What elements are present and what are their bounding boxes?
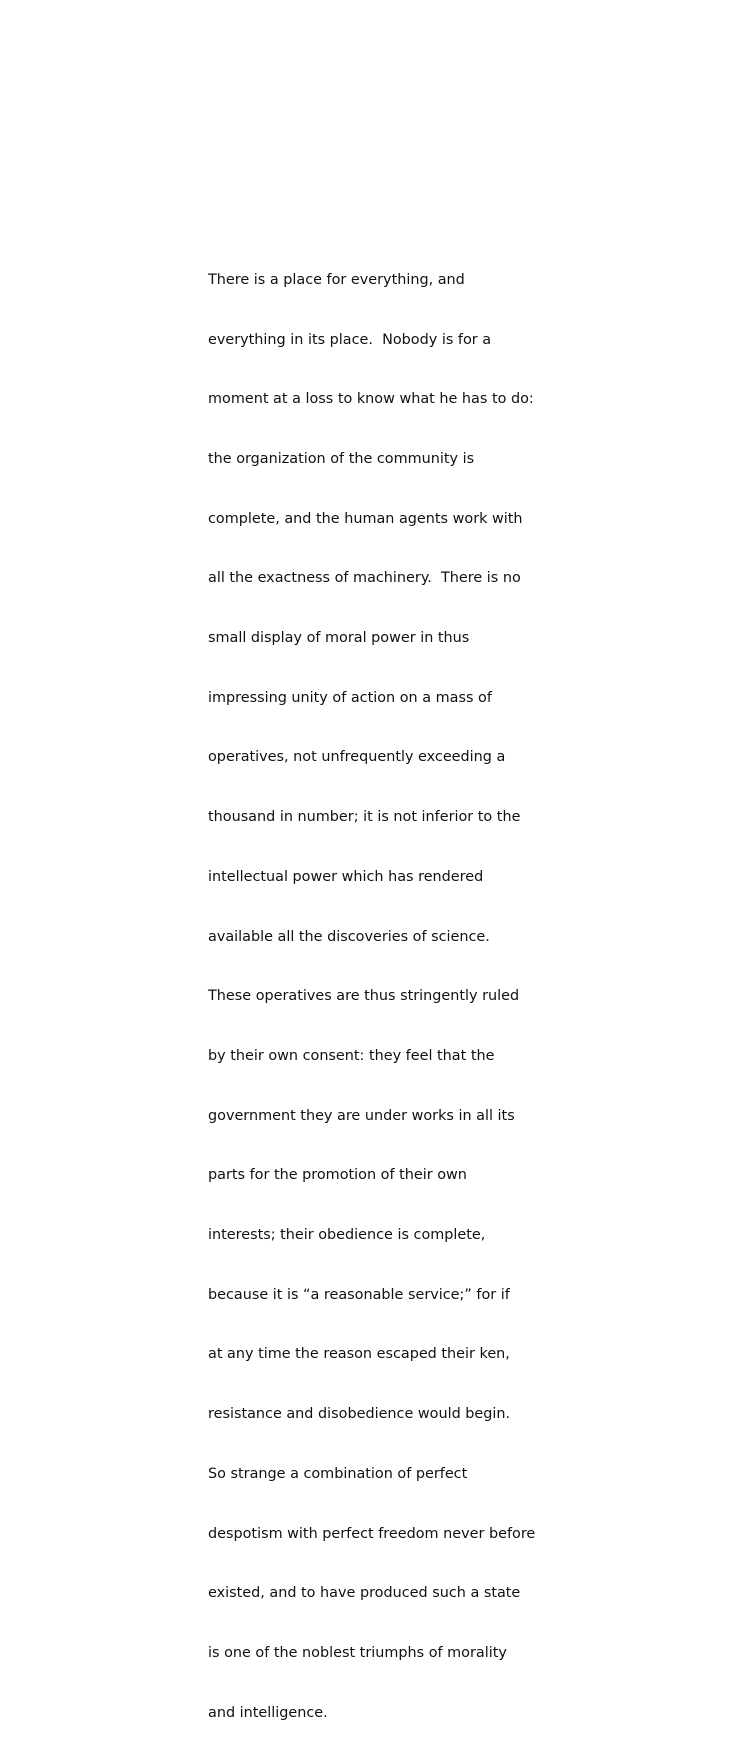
text-line-9: operatives, not unfrequently exceeding a	[208, 749, 506, 766]
text-line-11: intellectual power which has rendered	[208, 868, 484, 885]
text-line-15: government they are under works in all its	[208, 1107, 515, 1124]
text-line-1: There is a place for everything, and	[208, 271, 465, 288]
text-line-10: thousand in number; it is not inferior to the	[208, 809, 521, 826]
text-line-13: These operatives are thus stringently ruled	[208, 988, 520, 1005]
text-line-18: because it is “a reasonable service;” for if	[208, 1286, 510, 1303]
text-line-16: parts for the promotion of their own	[208, 1167, 467, 1184]
text-line-6: all the exactness of machinery. There is no	[208, 570, 521, 587]
text-line-5: complete, and the human agents work with	[208, 510, 523, 527]
text-line-22: despotism with perfect freedom never before	[208, 1525, 536, 1542]
text-line-20: resistance and disobedience would begin.	[208, 1406, 511, 1423]
text-line-14: by their own consent: they feel that the	[208, 1047, 495, 1064]
text-line-7: small display of moral power in thus	[208, 630, 470, 647]
text-line-4: the organization of the community is	[208, 450, 475, 467]
text-line-25: and intelligence.	[208, 1704, 328, 1721]
text-line-19: at any time the reason escaped their ken,	[208, 1346, 510, 1363]
text-line-2: everything in its place. Nobody is for a	[208, 331, 492, 348]
text-line-23: existed, and to have produced such a state	[208, 1585, 521, 1602]
text-line-21: So strange a combination of perfect	[208, 1465, 468, 1482]
text-line-24: is one of the noblest triumphs of morality	[208, 1644, 507, 1661]
body-paragraph	[208, 231, 558, 1763]
text-line-17: interests; their obedience is complete,	[208, 1227, 486, 1244]
text-line-12: available all the discoveries of science.	[208, 928, 490, 945]
text-line-8: impressing unity of action on a mass of	[208, 689, 492, 706]
text-line-3: moment at a loss to know what he has to do:	[208, 391, 534, 408]
